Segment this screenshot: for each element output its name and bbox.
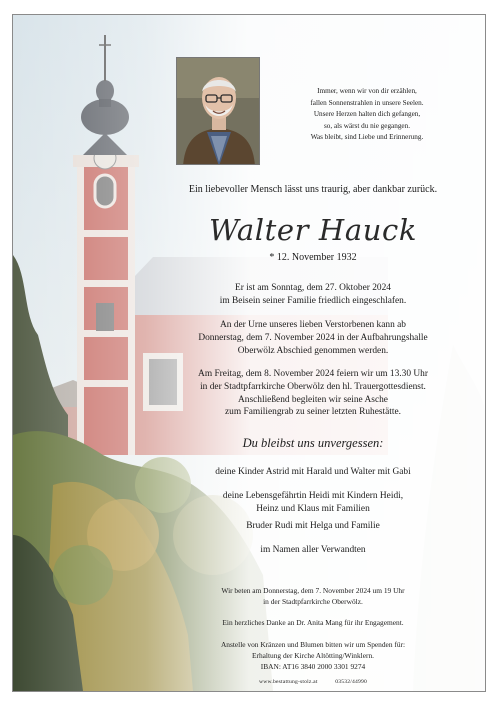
text-line: deine Lebensgefährtin Heidi mit Kindern Heidi, bbox=[222, 491, 404, 501]
thanks-note bbox=[150, 617, 476, 628]
text-line: Erhaltung der Kirche Altötting/Winklern. bbox=[251, 651, 375, 660]
poem-line: so, als wärst du nie gegangen. bbox=[323, 121, 411, 130]
text-line: An der Urne unseres lieben Verstorbenen kann ab bbox=[220, 320, 406, 330]
intro-text: Ein liebevoller Mensch lässt uns traurig, aber dankbar zurück. bbox=[188, 184, 438, 195]
text-line: in der Stadtpfarrkirche Oberwölz den hl. Trauergottesdienst. bbox=[200, 381, 426, 392]
deceased-name: Walter Hauck bbox=[208, 213, 418, 247]
text-line: deine Kinder Astrid mit Harald und Walter mit Gabi bbox=[215, 467, 411, 477]
mourner-entry bbox=[150, 490, 476, 516]
mourner-entry bbox=[150, 520, 476, 533]
text-line: Anschließend begleiten wir seine Asche bbox=[238, 394, 388, 405]
text-line: Donnerstag, dem 7. November 2024 in der Aufbahrungshalle bbox=[198, 332, 428, 343]
birth-date: * 12. November 1932 bbox=[269, 252, 357, 263]
funeral-service-info bbox=[150, 368, 476, 419]
text-line: Bruder Rudi mit Helga und Familie bbox=[246, 521, 380, 531]
text-line: Am Freitag, dem 8. November 2024 feiern wir um 13.30 Uhr bbox=[198, 369, 428, 379]
text-line: im Namen aller Verwandten bbox=[260, 545, 366, 555]
text-line: IBAN: AT16 3840 2000 3301 9274 bbox=[260, 662, 366, 671]
remembrance-heading: Du bleibst uns unvergessen: bbox=[242, 436, 384, 450]
mourner-entry bbox=[150, 466, 476, 479]
mourner-entry bbox=[150, 544, 476, 557]
poem-line: Was bleibt, sind Liebe und Erinnerung. bbox=[310, 133, 424, 142]
poem-line: Immer, wenn wir von dir erzählen, bbox=[317, 87, 417, 95]
website-link[interactable]: www.bestattung-stolz.at bbox=[259, 679, 318, 685]
text-line: Er ist am Sonntag, dem 27. Oktober 2024 bbox=[235, 283, 391, 293]
prayer-note bbox=[150, 585, 476, 607]
text-line: in der Stadtpfarrkirche Oberwölz. bbox=[263, 597, 363, 606]
death-announcement bbox=[150, 282, 476, 308]
poem-line: fallen Sonnenstrahlen in unsere Seelen. bbox=[310, 98, 424, 107]
text-line: Oberwölz Abschied genommen werden. bbox=[237, 345, 389, 356]
portrait-photo bbox=[176, 57, 260, 165]
poem bbox=[272, 86, 462, 144]
phone-number: 03532/44990 bbox=[335, 679, 367, 685]
text-line: Heinz und Klaus mit Familien bbox=[256, 503, 370, 514]
viewing-info bbox=[150, 319, 476, 357]
text-line: Wir beten am Donnerstag, dem 7. November 2024 um 19 Uhr bbox=[221, 586, 405, 595]
footer bbox=[150, 679, 476, 685]
donation-note bbox=[150, 639, 476, 672]
text-line: Ein herzliches Danke an Dr. Anita Mang für ihr Engagement. bbox=[222, 618, 404, 627]
text-line: zum Familiengrab zu seiner letzten Ruhestätte. bbox=[225, 407, 401, 418]
text-line: im Beisein seiner Familie friedlich eingeschlafen. bbox=[219, 295, 407, 306]
poem-line: Unsere Herzen halten dich gefangen, bbox=[313, 110, 421, 119]
text-line: Anstelle von Kränzen und Blumen bitten wir um Spenden für: bbox=[220, 640, 406, 649]
